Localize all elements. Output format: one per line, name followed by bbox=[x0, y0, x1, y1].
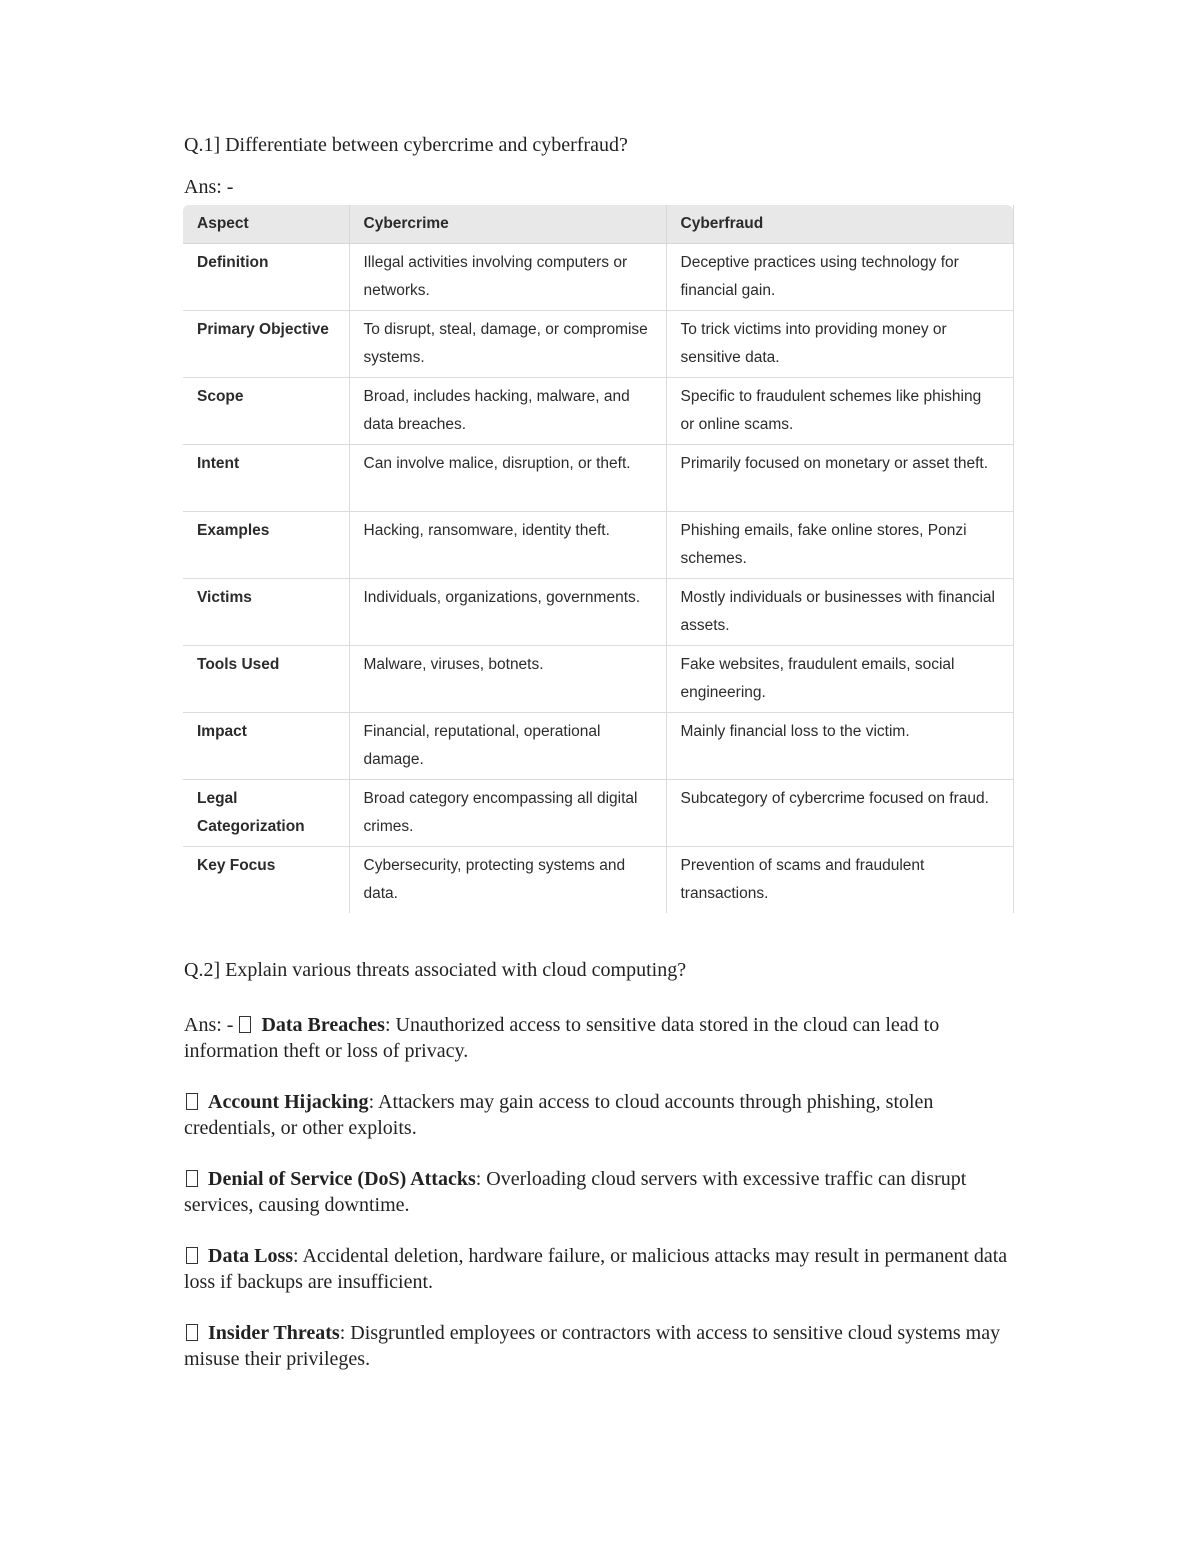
threat-description: : Unauthorized access to sensitive data stored in the cloud can lead to information theft or loss of privacy. bbox=[184, 1014, 940, 1062]
list-item bbox=[184, 1320, 1024, 1372]
header-cybercrime: Cybercrime bbox=[349, 205, 666, 244]
threat-term: Denial of Service (DoS) Attacks bbox=[208, 1168, 476, 1190]
threat-description: : Disgruntled employees or contractors with access to sensitive cloud systems may misuse their privileges. bbox=[184, 1322, 1001, 1370]
threat-description: : Attackers may gain access to cloud accounts through phishing, stolen credentials, or other exploits. bbox=[184, 1091, 934, 1139]
question-1-title: Q.1] Differentiate between cybercrime and cyberfraud? bbox=[184, 134, 628, 156]
threat-term: Data Loss bbox=[208, 1245, 294, 1267]
cyberfraud-cell: Prevention of scams and fraudulent transactions. bbox=[666, 847, 1013, 914]
cyberfraud-cell: Subcategory of cybercrime focused on fraud. bbox=[666, 780, 1013, 847]
cybercrime-cell: Illegal activities involving computers or networks. bbox=[349, 244, 666, 311]
cyberfraud-cell: Specific to fraudulent schemes like phishing or online scams. bbox=[666, 378, 1013, 445]
aspect-cell: Scope bbox=[183, 378, 349, 445]
table-row bbox=[183, 847, 1013, 914]
aspect-cell: Examples bbox=[183, 512, 349, 579]
aspect-cell: Tools Used bbox=[183, 646, 349, 713]
aspect-cell: Impact bbox=[183, 713, 349, 780]
list-item bbox=[184, 1089, 1024, 1141]
question-2-title: Q.2] Explain various threats associated with cloud computing? bbox=[184, 959, 687, 981]
cybercrime-cell: Hacking, ransomware, identity theft. bbox=[349, 512, 666, 579]
threat-term: Insider Threats bbox=[208, 1322, 340, 1344]
comparison-table bbox=[183, 205, 1014, 913]
cybercrime-cell: Broad category encompassing all digital crimes. bbox=[349, 780, 666, 847]
header-aspect: Aspect bbox=[183, 205, 349, 244]
threat-term: Account Hijacking bbox=[208, 1091, 369, 1113]
list-item bbox=[184, 1166, 1024, 1218]
aspect-cell: Key Focus bbox=[183, 847, 349, 914]
bullet-icon bbox=[186, 1093, 198, 1110]
table-row bbox=[183, 445, 1013, 512]
cybercrime-cell: Can involve malice, disruption, or theft. bbox=[349, 445, 666, 512]
cyberfraud-cell: Mainly financial loss to the victim. bbox=[666, 713, 1013, 780]
list-item bbox=[184, 1012, 1024, 1064]
cyberfraud-cell: Deceptive practices using technology for financial gain. bbox=[666, 244, 1013, 311]
threat-description: : Overloading cloud servers with excessive traffic can disrupt services, causing downtime. bbox=[184, 1168, 967, 1216]
cybercrime-cell: Individuals, organizations, governments. bbox=[349, 579, 666, 646]
table-header-row bbox=[183, 205, 1013, 244]
table-row bbox=[183, 780, 1013, 847]
cybercrime-cell: Financial, reputational, operational damage. bbox=[349, 713, 666, 780]
answer-1-label: Ans: - bbox=[184, 176, 234, 198]
cybercrime-cell: Broad, includes hacking, malware, and data breaches. bbox=[349, 378, 666, 445]
cybercrime-cell: Malware, viruses, botnets. bbox=[349, 646, 666, 713]
header-cyberfraud: Cyberfraud bbox=[666, 205, 1013, 244]
cyberfraud-cell: Fake websites, fraudulent emails, social engineering. bbox=[666, 646, 1013, 713]
table-row bbox=[183, 713, 1013, 780]
aspect-cell: Definition bbox=[183, 244, 349, 311]
table-row bbox=[183, 378, 1013, 445]
table-row bbox=[183, 646, 1013, 713]
aspect-cell: Primary Objective bbox=[183, 311, 349, 378]
bullet-icon bbox=[239, 1016, 251, 1033]
cyberfraud-cell: Phishing emails, fake online stores, Ponzi schemes. bbox=[666, 512, 1013, 579]
aspect-cell: Legal Categorization bbox=[183, 780, 349, 847]
cyberfraud-cell: Primarily focused on monetary or asset theft. bbox=[666, 445, 1013, 512]
bullet-icon bbox=[186, 1324, 198, 1341]
table-row bbox=[183, 244, 1013, 311]
threat-description: : Accidental deletion, hardware failure, or malicious attacks may result in permanent data loss if backups are insufficient. bbox=[184, 1245, 1008, 1293]
aspect-cell: Intent bbox=[183, 445, 349, 512]
answer-2-label: Ans: - bbox=[184, 1014, 234, 1036]
list-item bbox=[184, 1243, 1024, 1295]
aspect-cell: Victims bbox=[183, 579, 349, 646]
table-row bbox=[183, 512, 1013, 579]
bullet-icon bbox=[186, 1170, 198, 1187]
cyberfraud-cell: To trick victims into providing money or sensitive data. bbox=[666, 311, 1013, 378]
threats-list bbox=[184, 1012, 1024, 1397]
threat-term: Data Breaches bbox=[261, 1014, 385, 1036]
bullet-icon bbox=[186, 1247, 198, 1264]
cybercrime-cell: Cybersecurity, protecting systems and data. bbox=[349, 847, 666, 914]
cybercrime-cell: To disrupt, steal, damage, or compromise systems. bbox=[349, 311, 666, 378]
cyberfraud-cell: Mostly individuals or businesses with financial assets. bbox=[666, 579, 1013, 646]
table-row bbox=[183, 579, 1013, 646]
table-row bbox=[183, 311, 1013, 378]
